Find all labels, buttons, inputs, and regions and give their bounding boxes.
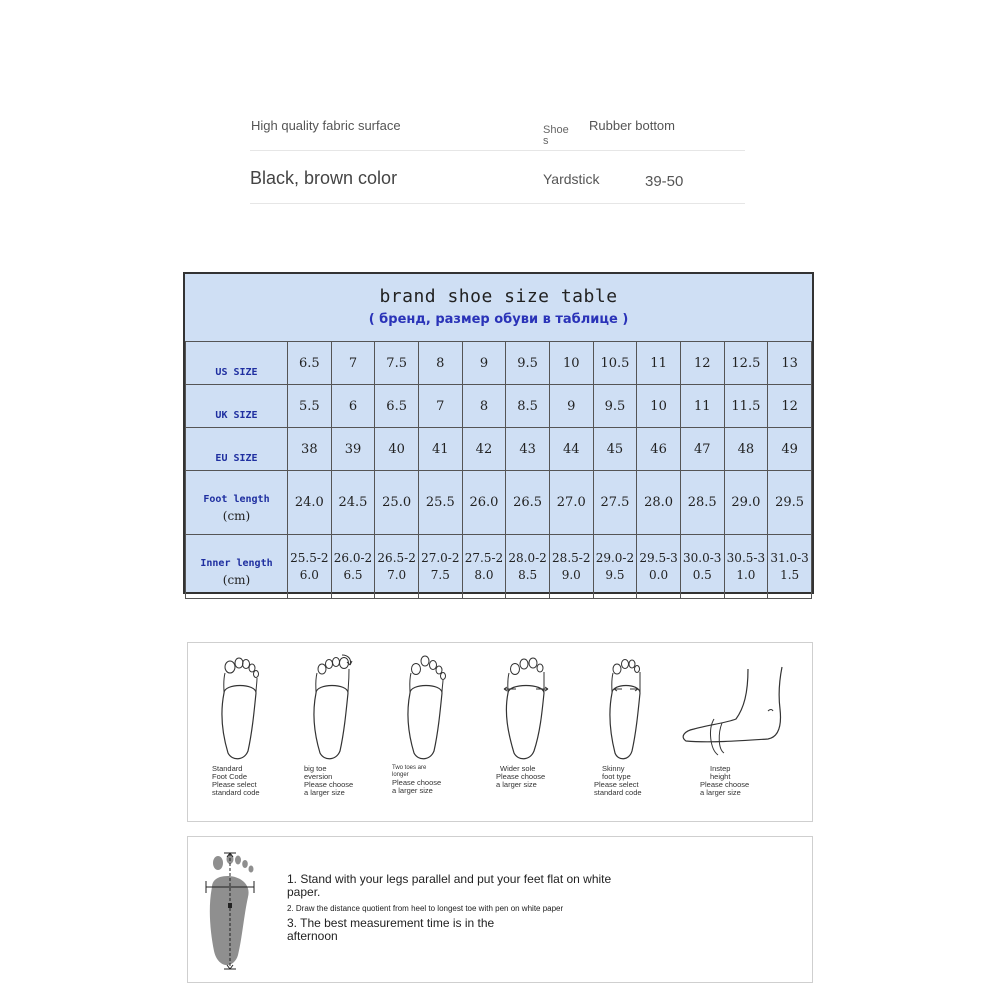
size-cell: 25.5-26.0 xyxy=(288,535,332,599)
size-cell: 26.5-27.0 xyxy=(375,535,419,599)
size-table-title: brand shoe size table xyxy=(379,286,618,307)
size-cell: 10 xyxy=(637,385,681,428)
size-cell: 40 xyxy=(375,428,419,471)
foot-type-standard xyxy=(200,653,300,813)
yardstick-value: 39-50 xyxy=(645,173,684,190)
size-cell: 29.5-30.0 xyxy=(637,535,681,599)
size-row-label xyxy=(186,471,288,535)
foot-type-wider-sole xyxy=(486,653,586,813)
size-cell: 42 xyxy=(462,428,506,471)
size-cell: 27.0 xyxy=(549,471,593,535)
big-toe-foot-icon xyxy=(302,653,362,763)
foot-type-advice: Please select standard code xyxy=(594,780,642,797)
size-cell: 6 xyxy=(331,385,375,428)
row-label-text: US SIZE xyxy=(215,366,258,378)
foot-type-title: big toe eversion xyxy=(304,764,333,781)
step-2: 2. Draw the distance quotient from heel to longest toe with pen on white paper xyxy=(287,904,564,913)
row-label-text: EU SIZE xyxy=(215,452,258,464)
size-cell: 6.5 xyxy=(288,342,332,385)
size-cell: 38 xyxy=(288,428,332,471)
size-cell: 26.0 xyxy=(462,471,506,535)
yardstick-label: Yardstick xyxy=(543,171,600,187)
measurement-panel xyxy=(187,836,813,983)
shoes-label: Shoes xyxy=(543,124,569,147)
size-cell: 5.5 xyxy=(288,385,332,428)
size-row-label xyxy=(186,535,288,599)
foot-type-advice: Please choose a larger size xyxy=(392,778,442,795)
foot-type-title: Two toes are longer xyxy=(392,765,427,778)
size-cell: 30.5-31.0 xyxy=(724,535,768,599)
size-cell: 9.5 xyxy=(593,385,637,428)
size-row-label xyxy=(186,428,288,471)
foot-type-title: Instep height xyxy=(710,764,731,781)
size-cell: 29.0 xyxy=(724,471,768,535)
size-row xyxy=(186,385,812,428)
size-cell: 7 xyxy=(331,342,375,385)
size-cell: 27.0-27.5 xyxy=(418,535,462,599)
size-cell: 26.5 xyxy=(506,471,550,535)
foot-type-big-toe xyxy=(292,653,392,813)
foot-type-instep xyxy=(668,653,798,813)
size-cell: 9 xyxy=(462,342,506,385)
size-row xyxy=(186,428,812,471)
size-cell: 28.0-28.5 xyxy=(506,535,550,599)
size-cell: 29.0-29.5 xyxy=(593,535,637,599)
wider-sole-foot-icon xyxy=(496,653,556,763)
row-label-text: Foot length xyxy=(203,494,270,505)
size-cell: 28.5 xyxy=(680,471,724,535)
size-cell: 13 xyxy=(768,342,812,385)
foot-type-title: Skinny foot type xyxy=(602,764,631,781)
step-1: 1. Stand with your legs parallel and put your feet flat on white paper. xyxy=(287,872,612,899)
row-label-text: Inner length xyxy=(200,558,273,569)
size-cell: 24.5 xyxy=(331,471,375,535)
instep-foot-icon xyxy=(678,653,798,763)
shoes-value: Rubber bottom xyxy=(589,118,675,133)
size-row xyxy=(186,471,812,535)
standard-foot-icon xyxy=(210,653,270,763)
size-cell: 8.5 xyxy=(506,385,550,428)
size-cell: 29.5 xyxy=(768,471,812,535)
size-cell: 12 xyxy=(680,342,724,385)
size-cell: 44 xyxy=(549,428,593,471)
size-cell: 25.5 xyxy=(418,471,462,535)
size-grid xyxy=(185,341,812,599)
size-table xyxy=(183,272,814,594)
size-cell: 9.5 xyxy=(506,342,550,385)
size-cell: 11 xyxy=(637,342,681,385)
size-cell: 39 xyxy=(331,428,375,471)
foot-type-advice: Please select standard code xyxy=(212,780,260,797)
size-cell: 27.5-28.0 xyxy=(462,535,506,599)
measurement-steps xyxy=(287,873,627,943)
row-unit-text: (cm) xyxy=(222,573,251,587)
size-cell: 8 xyxy=(462,385,506,428)
size-cell: 10.5 xyxy=(593,342,637,385)
size-row-label xyxy=(186,342,288,385)
foot-types-panel xyxy=(187,642,813,822)
foot-type-two-toes xyxy=(386,653,486,813)
size-cell: 7 xyxy=(418,385,462,428)
size-cell: 45 xyxy=(593,428,637,471)
size-cell: 24.0 xyxy=(288,471,332,535)
size-cell: 6.5 xyxy=(375,385,419,428)
row-label-text: UK SIZE xyxy=(215,409,258,421)
product-info xyxy=(250,110,745,204)
size-cell: 11.5 xyxy=(724,385,768,428)
size-cell: 49 xyxy=(768,428,812,471)
size-cell: 10 xyxy=(549,342,593,385)
skinny-foot-icon xyxy=(596,653,656,763)
step-3: 3. The best measurement time is in the afternoon xyxy=(287,916,495,943)
size-cell: 25.0 xyxy=(375,471,419,535)
row-unit-text: (cm) xyxy=(222,509,251,523)
size-cell: 30.0-30.5 xyxy=(680,535,724,599)
size-table-header xyxy=(185,274,812,342)
size-row-label xyxy=(186,385,288,428)
size-cell: 9 xyxy=(549,385,593,428)
size-cell: 11 xyxy=(680,385,724,428)
size-cell: 47 xyxy=(680,428,724,471)
two-toes-foot-icon xyxy=(396,653,456,763)
size-cell: 46 xyxy=(637,428,681,471)
size-cell: 12 xyxy=(768,385,812,428)
size-cell: 8 xyxy=(418,342,462,385)
foot-type-advice: Please choose a larger size xyxy=(304,780,354,797)
size-row xyxy=(186,535,812,599)
size-table-subtitle: ( бренд, размер обуви в таблице ) xyxy=(368,312,629,327)
size-cell: 43 xyxy=(506,428,550,471)
foot-type-title: Wider sole xyxy=(500,764,536,773)
size-cell: 26.0-26.5 xyxy=(331,535,375,599)
info-row-material xyxy=(250,110,745,151)
size-cell: 31.0-31.5 xyxy=(768,535,812,599)
size-cell: 41 xyxy=(418,428,462,471)
size-cell: 7.5 xyxy=(375,342,419,385)
fabric-text: High quality fabric surface xyxy=(251,118,401,133)
size-cell: 48 xyxy=(724,428,768,471)
size-cell: 28.5-29.0 xyxy=(549,535,593,599)
size-cell: 12.5 xyxy=(724,342,768,385)
size-cell: 27.5 xyxy=(593,471,637,535)
size-row xyxy=(186,342,812,385)
color-text: Black, brown color xyxy=(250,168,398,188)
footprint-measure-icon xyxy=(204,851,266,971)
foot-type-title: Standard Foot Code xyxy=(212,764,248,781)
foot-type-advice: Please choose a larger size xyxy=(700,780,750,797)
info-row-color xyxy=(250,151,745,204)
size-cell: 28.0 xyxy=(637,471,681,535)
foot-type-advice: Please choose a larger size xyxy=(496,772,546,789)
